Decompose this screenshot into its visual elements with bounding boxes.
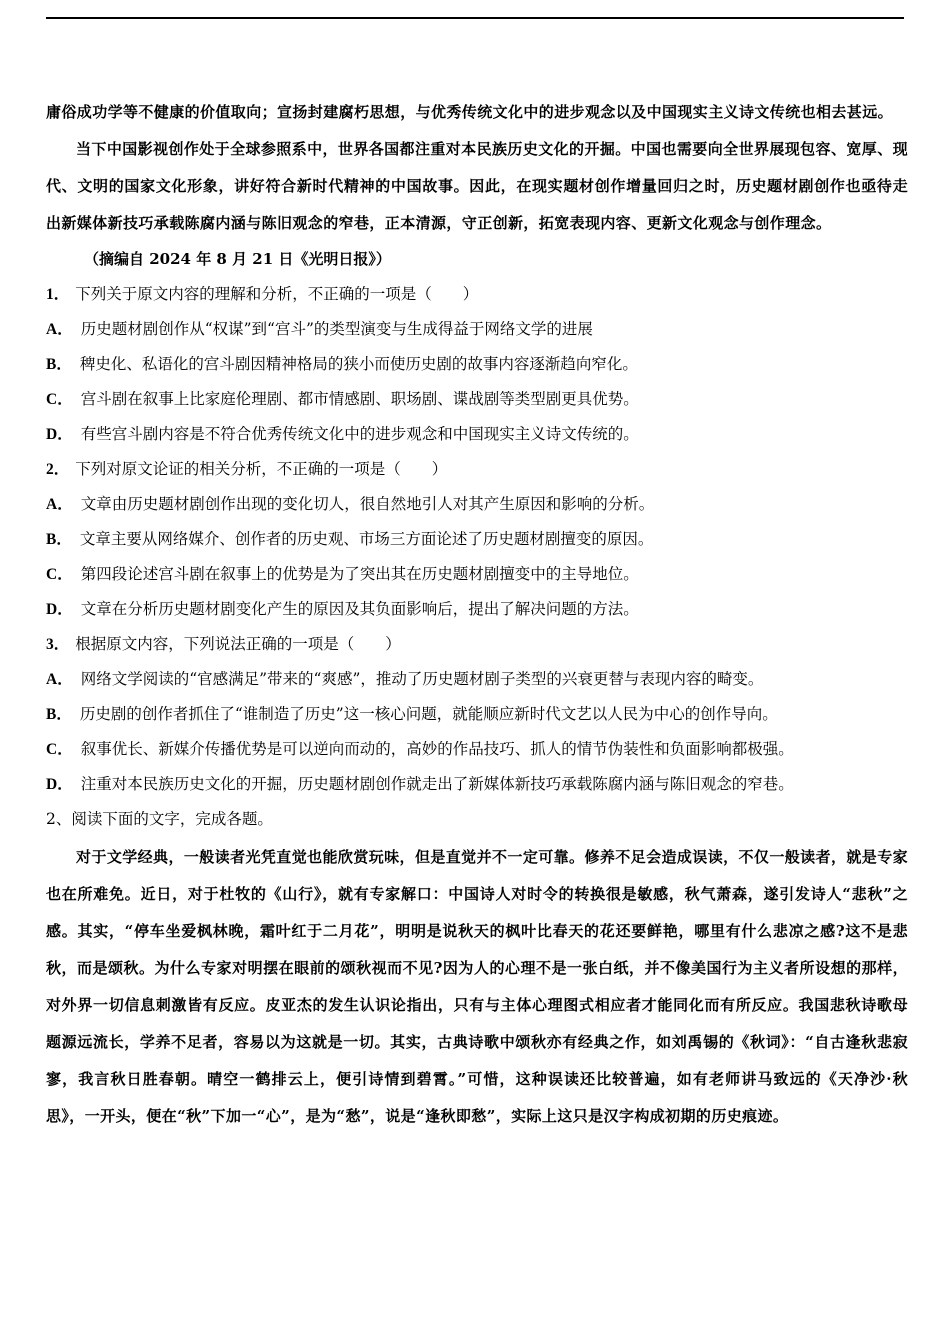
option-text: 叙事优长、新媒介传播优势是可以逆向而动的，高妙的作品技巧、抓人的情节伪装性和负面影响都极强。 [80,740,794,758]
option-letter: C． [46,391,73,408]
header-rule [46,17,904,19]
option-text: 文章主要从网络媒介、创作者的历史观、市场三方面论述了历史题材剧擅变的原因。 [79,530,654,548]
option-a [46,662,908,697]
document-page [46,94,908,1135]
option-letter: B． [46,706,72,723]
option-text: 网络文学阅读的“官感满足”带来的“爽感”，推动了历史题材剧子类型的兴衰更替与表现内容的畸变。 [80,670,764,688]
passage-2 [46,839,908,1135]
question-number: 1． [46,286,70,303]
passage-2-paragraph-1: 对于文学经典，一般读者光凭直觉也能欣赏玩味，但是直觉并不一定可靠。修养不足会造成误读，不仅一般读者，就是专家也在所难免。近日，对于杜牧的《山行》，就有专家解口：中国诗人对时令的转换很是敏感，秋气萧森，遂引发诗人“悲秋”之感。其实，“停车坐爱枫林晚，霜叶红于二月花”，明明是说秋天的枫叶比春天的花还要鲜艳，哪里有什么悲凉之感?这不是悲秋，而是颂秋。为什么专家对明摆在眼前的颂秋视而不见?因为人的心理不是一张白纸，并不像美国行为主义者所设想的那样，对外界一切信息刺激皆有反应。皮亚杰的发生认识论指出，只有与主体心理图式相应者才能同化而有所反应。我国悲秋诗歌母题源远流长，学养不足者，容易以为这就是一切。其实，古典诗歌中颂秋亦有经典之作，如刘禹锡的《秋词》：“自古逢秋悲寂寥，我言秋日胜春朝。晴空一鹤排云上，便引诗情到碧霄。”可惜，这种误读还比较普遍，如有老师讲马致远的《天净沙·秋思》，一开头，便在“秋”下加一“心”，是为“愁”，说是“逢秋即愁”，实际上这只是汉字构成初期的历史痕迹。 [46,848,908,1125]
option-letter: D． [46,601,73,618]
option-text: 文章在分析历史题材剧变化产生的原因及其负面影响后，提出了解决问题的方法。 [80,600,639,618]
option-letter: D． [46,776,73,793]
option-letter: D． [46,426,73,443]
question-stem [46,627,908,662]
passage-1-paragraph-1: 庸俗成功学等不健康的价值取向；宣扬封建腐朽思想，与优秀传统文化中的进步观念以及中国现实主义诗文传统也相去甚远。 [46,103,894,121]
option-text: 历史剧的创作者抓住了“谁制造了历史”这一核心问题，就能顺应新时代文艺以人民为中心的创作导向。 [79,705,778,723]
question-number: 3． [46,636,70,653]
option-d [46,767,908,802]
option-text: 第四段论述宫斗剧在叙事上的优势是为了突出其在历史题材剧擅变中的主导地位。 [80,565,639,583]
passage-1-paragraph-2: 当下中国影视创作处于全球参照系中，世界各国都注重对本民族历史文化的开掘。中国也需要向全世界展现包容、宽厚、现代、文明的国家文化形象，讲好符合新时代精神的中国故事。因此，在现实题材创作增量回归之时，历史题材剧创作也亟待走出新媒体新技巧承载陈腐内涵与陈旧观念的窄巷，正本清源，守正创新，拓宽表现内容、更新文化观念与创作理念。 [46,140,908,232]
option-letter: B． [46,531,72,548]
option-text: 历史题材剧创作从“权谋”到“宫斗”的类型演变与生成得益于网络文学的进展 [80,320,593,338]
question-text: 根据原文内容，下列说法正确的一项是（ ） [75,635,401,653]
option-d [46,417,908,452]
option-text: 文章由历史题材剧创作出现的变化切人，很自然地引人对其产生原因和影响的分析。 [80,495,655,513]
question-number: 2． [46,461,70,478]
option-letter: C． [46,566,73,583]
question-text: 下列关于原文内容的理解和分析，不正确的一项是（ ） [75,285,479,303]
option-a [46,312,908,347]
option-c [46,732,908,767]
option-a [46,487,908,522]
option-c [46,557,908,592]
option-b [46,522,908,557]
question-1 [46,277,908,452]
option-text: 有些宫斗剧内容是不符合优秀传统文化中的进步观念和中国现实主义诗文传统的。 [80,425,639,443]
option-letter: A． [46,671,73,688]
question-text: 下列对原文论证的相关分析，不正确的一项是（ ） [75,460,448,478]
option-b [46,697,908,732]
question-3 [46,627,908,802]
passage-1-source: （摘编自 2024 年 8 月 21 日《光明日报》） [84,250,391,268]
section-2-heading: 2、阅读下面的文字，完成各题。 [46,810,273,828]
option-letter: A． [46,321,73,338]
option-text: 稗史化、私语化的宫斗剧因精神格局的狭小而使历史剧的故事内容逐渐趋向窄化。 [79,355,638,373]
question-stem [46,452,908,487]
option-letter: C． [46,741,73,758]
option-b [46,347,908,382]
option-letter: A． [46,496,73,513]
option-d [46,592,908,627]
question-2 [46,452,908,627]
option-text: 注重对本民族历史文化的开掘，历史题材剧创作就走出了新媒体新技巧承载陈腐内涵与陈旧观念的窄巷。 [80,775,794,793]
passage-1 [46,94,908,277]
question-stem [46,277,908,312]
option-c [46,382,908,417]
option-letter: B． [46,356,72,373]
option-text: 宫斗剧在叙事上比家庭伦理剧、都市情感剧、职场剧、谍战剧等类型剧更具优势。 [80,390,639,408]
